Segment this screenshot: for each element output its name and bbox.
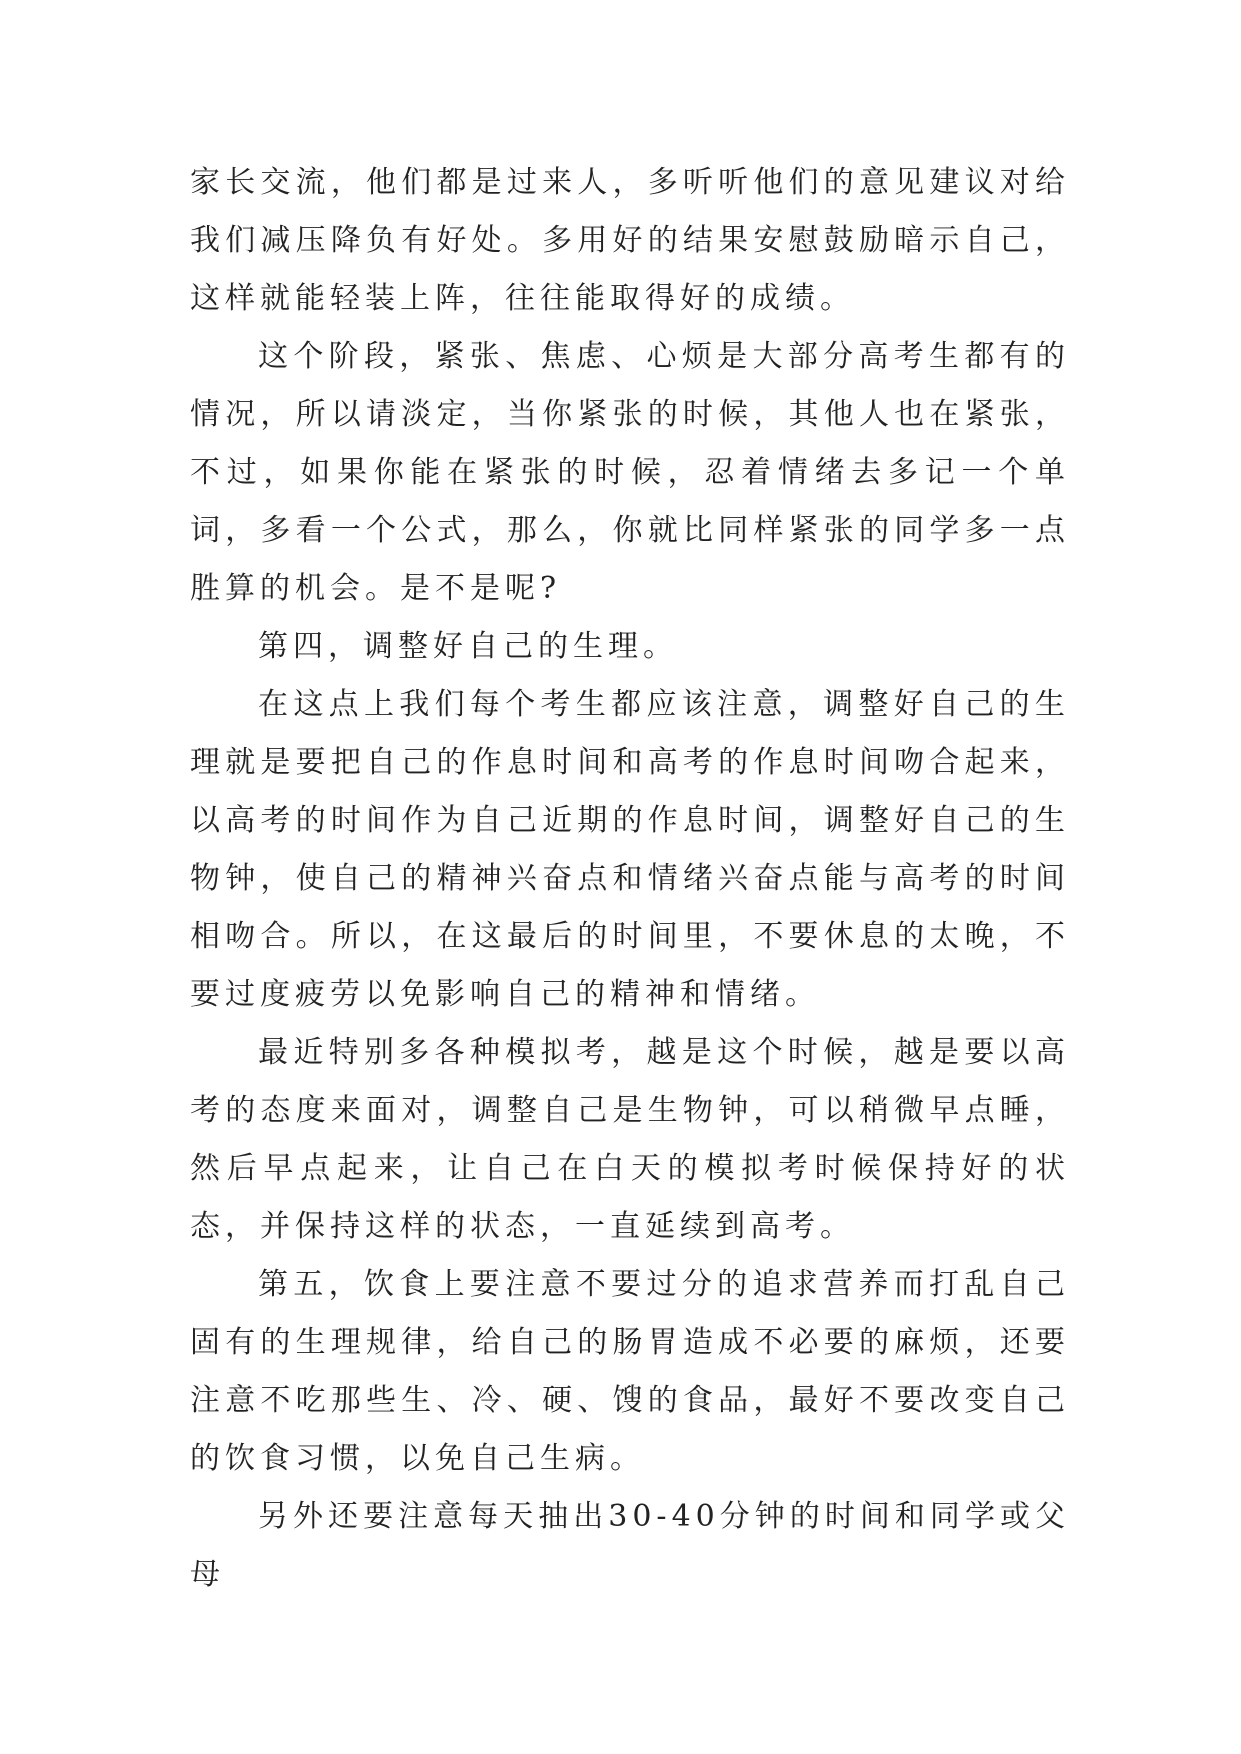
paragraph-7: 另外还要注意每天抽出30-40分钟的时间和同学或父母 bbox=[190, 1499, 1070, 1592]
paragraph-5: 最近特别多各种模拟考，越是这个时候，越是要以高考的态度来面对，调整自己是生物钟，可以稍微早点睡，然后早点起来，让自己在白天的模拟考时候保持好的状态，并保持这样的状态，一直延续到高考。 bbox=[190, 1035, 1070, 1244]
paragraph-6: 第五，饮食上要注意不要过分的追求营养而打乱自己固有的生理规律，给自己的肠胃造成不必要的麻烦，还要注意不吃那些生、冷、硬、馊的食品，最好不要改变自己的饮食习惯，以免自己生病。 bbox=[190, 1267, 1070, 1476]
paragraph-1: 家长交流，他们都是过来人，多听听他们的意见建议对给我们减压降负有好处。多用好的结果安慰鼓励暗示自己，这样就能轻装上阵，往往能取得好的成绩。 bbox=[190, 165, 1070, 316]
paragraph-2: 这个阶段，紧张、焦虑、心烦是大部分高考生都有的情况，所以请淡定，当你紧张的时候，其他人也在紧张，不过，如果你能在紧张的时候，忍着情绪去多记一个单词，多看一个公式，那么，你就比同样紧张的同学多一点胜算的机会。是不是呢? bbox=[190, 339, 1070, 606]
paragraph-4: 在这点上我们每个考生都应该注意，调整好自己的生理就是要把自己的作息时间和高考的作息时间吻合起来，以高考的时间作为自己近期的作息时间，调整好自己的生物钟，使自己的精神兴奋点和情绪兴奋点能与高考的时间相吻合。所以，在这最后的时间里，不要休息的太晚，不要过度疲劳以免影响自己的精神和情绪。 bbox=[190, 687, 1070, 1012]
document-body bbox=[190, 154, 1070, 1604]
paragraph-3-heading: 第四，调整好自己的生理。 bbox=[258, 629, 678, 664]
